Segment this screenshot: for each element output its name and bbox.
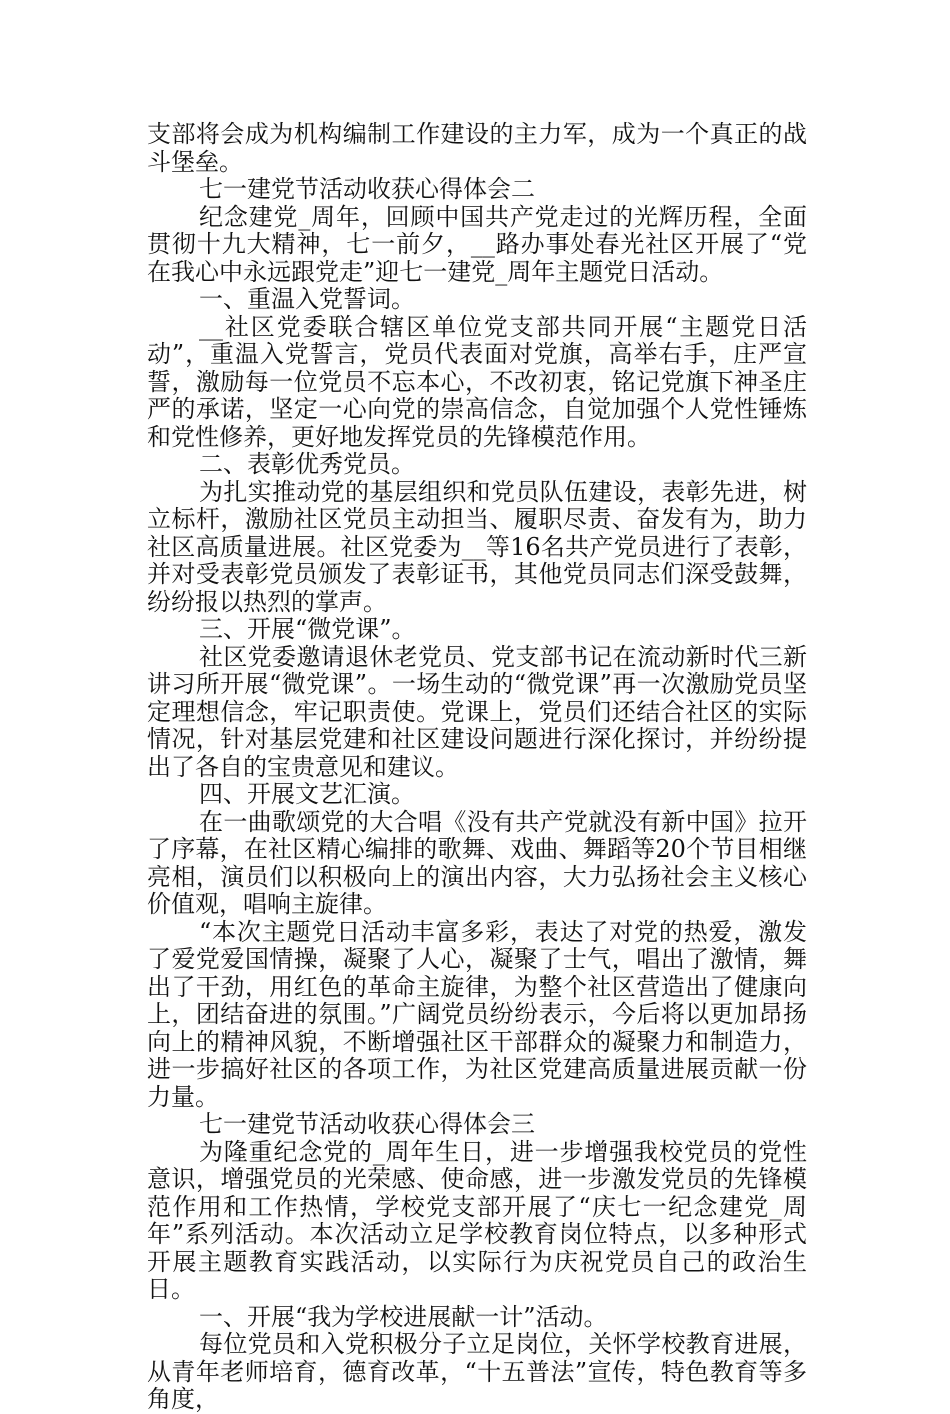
heading-oath: 一、重温入党誓词。 (199, 285, 415, 313)
paragraph-commend: 为扎实推动党的基层组织和党员队伍建设，表彰先进，树立标杆，激励社区党员主动担当、履职尽责、奋发有为，助力社区高质量进展。社区党委为__等16名共产党员进行了表彰，并对受表彰党员颁发了表彰证书，其他党员同志们深受鼓舞，纷纷报以热烈的掌声。 (147, 477, 807, 616)
heading-commend: 二、表彰优秀党员。 (199, 450, 415, 478)
paragraph-school-intro: 为隆重纪念党的_周年生日，进一步增强我校党员的党性意识，增强党员的光荣感、使命感，进一步激发党员的先锋模范作用和工作热情，学校党支部开展了“庆七一纪念建党_周年”系列活动。本次活动立足学校教育岗位特点，以多种形式开展主题教育实践活动，以实际行为庆祝党员自己的政治生日。 (147, 1137, 807, 1303)
paragraph-school-activity: 每位党员和入党积极分子立足岗位，关怀学校教育进展，从青年老师培育，德育改革，“十五普法”宣传，特色教育等多角度， (147, 1330, 807, 1413)
section-title-part-two: 七一建党节活动收获心得体会二 (199, 175, 535, 203)
heading-micro-lesson: 三、开展“微党课”。 (199, 615, 416, 643)
heading-performance: 四、开展文艺汇演。 (199, 780, 415, 808)
document-body (147, 121, 807, 1414)
paragraph-quote: “本次主题党日活动丰富多彩，表达了对党的热爱，激发了爱党爱国情操，凝聚了人心，凝聚了士气，唱出了激情，舞出了干劲，用红色的革命主旋律，为整个社区营造出了健康向上，团结奋进的氛围。”广阔党员纷纷表示，今后将以更加昂扬向上的精神风貌，不断增强社区干部群众的凝聚力和制造力，进一步搞好社区的各项工作，为社区党建高质量进展贡献一份力量。 (147, 917, 807, 1111)
paragraph-oath: __社区党委联合辖区单位党支部共同开展“主题党日活动”，重温入党誓言，党员代表面对党旗，高举右手，庄严宣誓，激励每一位党员不忘本心，不改初衷，铭记党旗下神圣庄严的承诺，坚定一心向党的崇高信念，自觉加强个人党性锤炼和党性修养，更好地发挥党员的先锋模范作用。 (147, 312, 807, 451)
paragraph-micro-lesson: 社区党委邀请退休老党员、党支部书记在流动新时代三新讲习所开展“微党课”。一场生动的“微党课”再一次激励党员坚定理想信念，牢记职责使。党课上，党员们还结合社区的实际情况，针对基层党建和社区建设问题进行深化探讨，并纷纷提出了各自的宝贵意见和建议。 (147, 642, 807, 781)
heading-school-activity: 一、开展“我为学校进展献一计”活动。 (199, 1302, 608, 1331)
paragraph-intro: 纪念建党_周年，回顾中国共产党走过的光辉历程，全面贯彻十九大精神，七一前夕，__路办事处春光社区开展了“党在我心中永远跟党走”迎七一建党_周年主题党日活动。 (147, 202, 807, 286)
paragraph-performance: 在一曲歌颂党的大合唱《没有共产党就没有新中国》拉开了序幕，在社区精心编排的歌舞、戏曲、舞蹈等20个节目相继亮相，演员们以积极向上的演出内容，大力弘扬社会主义核心价值观，唱响主旋律。 (147, 807, 807, 918)
paragraph-continuation: 支部将会成为机构编制工作建设的主力军，成为一个真正的战斗堡垒。 (147, 120, 807, 176)
section-title-part-three: 七一建党节活动收获心得体会三 (199, 1110, 535, 1138)
